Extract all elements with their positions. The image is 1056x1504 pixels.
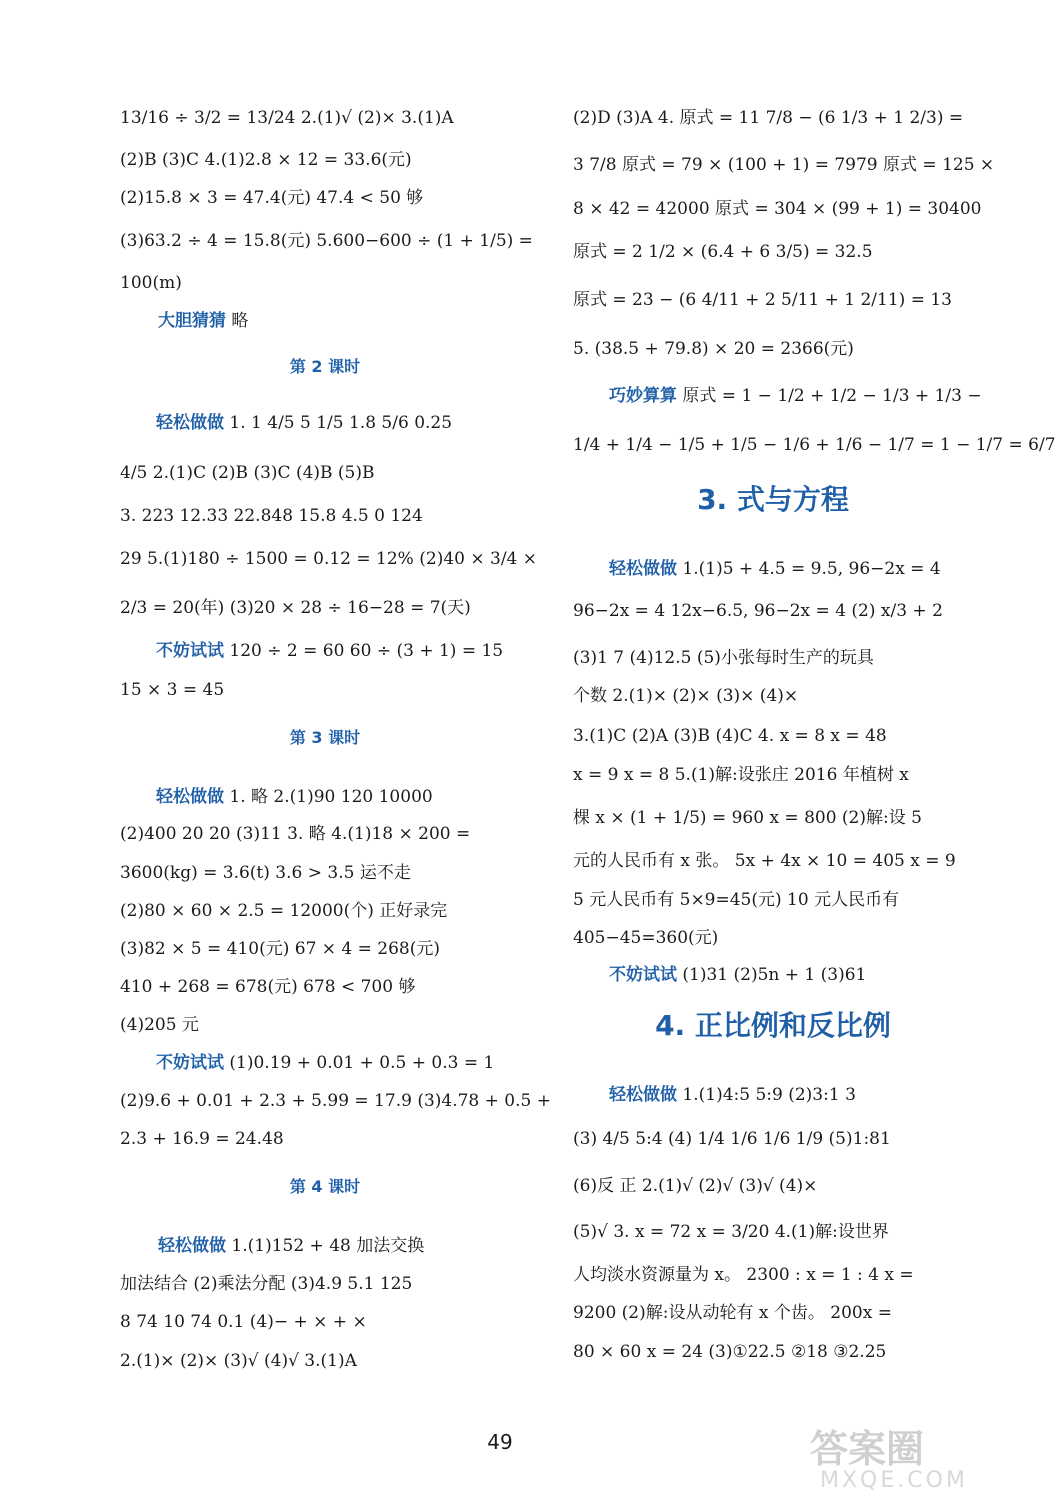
text-line: 大胆猜猜 略 xyxy=(158,311,249,331)
chapter-heading: 3. 式与方程 xyxy=(697,483,849,516)
section-label: 轻松做做 xyxy=(156,787,224,807)
text-line: 4/5 2.(1)C (2)B (3)C (4)B (5)B xyxy=(120,463,375,483)
text-line: 2.3 + 16.9 = 24.48 xyxy=(120,1129,284,1149)
text-line: 3600(kg) = 3.6(t) 3.6 > 3.5 运不走 xyxy=(120,863,411,883)
text-line: 元的人民币有 x 张。 5x + 4x × 10 = 405 x = 9 xyxy=(573,851,956,871)
section-label: 巧妙算算 xyxy=(609,386,677,406)
section-label: 轻松做做 xyxy=(609,1085,677,1105)
text-line: 3.(1)C (2)A (3)B (4)C 4. x = 8 x = 48 xyxy=(573,726,887,746)
text-line: 29 5.(1)180 ÷ 1500 = 0.12 = 12% (2)40 × 3/4 × xyxy=(120,549,538,569)
text-line: (3)63.2 ÷ 4 = 15.8(元) 5.600−600 ÷ (1 + 1/5) = xyxy=(120,231,533,251)
watermark-url: MXQE.COM xyxy=(820,1468,968,1493)
text-line: 8 74 10 74 0.1 (4)− + × + × xyxy=(120,1312,367,1332)
text-line: (5)√ 3. x = 72 x = 3/20 4.(1)解:设世界 xyxy=(573,1222,889,1242)
text-line: 原式 = 2 1/2 × (6.4 + 6 3/5) = 32.5 xyxy=(573,242,873,262)
text-line: (3) 4/5 5:4 (4) 1/4 1/6 1/6 1/9 (5)1:81 xyxy=(573,1129,891,1149)
text-line: x = 9 x = 8 5.(1)解:设张庄 2016 年植树 x xyxy=(573,765,909,785)
text-line: 轻松做做 1.(1)5 + 4.5 = 9.5, 96−2x = 4 xyxy=(609,559,941,579)
text-line: 轻松做做 1. 1 4/5 5 1/5 1.8 5/6 0.25 xyxy=(156,413,453,433)
section-label: 不妨试试 xyxy=(156,641,224,661)
text-line: (2)9.6 + 0.01 + 2.3 + 5.99 = 17.9 (3)4.78 + 0.5 + xyxy=(120,1091,551,1111)
section-label: 轻松做做 xyxy=(156,413,224,433)
text-line: 9200 (2)解:设从动轮有 x 个齿。 200x = xyxy=(573,1303,892,1323)
text-line: 405−45=360(元) xyxy=(573,928,719,948)
chapter-heading: 4. 正比例和反比例 xyxy=(655,1009,891,1042)
text-line: 2.(1)× (2)× (3)√ (4)√ 3.(1)A xyxy=(120,1351,357,1371)
text-line: (3)1 7 (4)12.5 (5)小张每时生产的玩具 xyxy=(573,648,874,668)
text-line: 410 + 268 = 678(元) 678 < 700 够 xyxy=(120,977,416,997)
text-line: (2)15.8 × 3 = 47.4(元) 47.4 < 50 够 xyxy=(120,188,424,208)
text-line: (4)205 元 xyxy=(120,1015,199,1035)
text-line: 5. (38.5 + 79.8) × 20 = 2366(元) xyxy=(573,339,854,359)
section-label: 轻松做做 xyxy=(609,559,677,579)
text-line: (2)80 × 60 × 2.5 = 12000(个) 正好录完 xyxy=(120,901,448,921)
text-line: 15 × 3 = 45 xyxy=(120,680,225,700)
text-line: 人均淡水资源量为 x。 2300 : x = 1 : 4 x = xyxy=(573,1265,914,1285)
text-line: 加法结合 (2)乘法分配 (3)4.9 5.1 125 xyxy=(120,1274,413,1294)
text-line: 13/16 ÷ 3/2 = 13/24 2.(1)√ (2)× 3.(1)A xyxy=(120,108,454,128)
text-line: (2)D (3)A 4. 原式 = 11 7/8 − (6 1/3 + 1 2/3) = xyxy=(573,108,964,128)
section-label: 轻松做做 xyxy=(158,1236,226,1256)
text-line: 原式 = 23 − (6 4/11 + 2 5/11 + 1 2/11) = 13 xyxy=(573,290,952,310)
section-label: 不妨试试 xyxy=(609,965,677,985)
text-line: 100(m) xyxy=(120,273,182,293)
text-line: 5 元人民币有 5×9=45(元) 10 元人民币有 xyxy=(573,890,900,910)
text-line: 96−2x = 4 12x−6.5, 96−2x = 4 (2) x/3 + 2 xyxy=(573,601,943,621)
section-label: 不妨试试 xyxy=(156,1053,224,1073)
lesson-heading: 第 3 课时 xyxy=(289,728,361,747)
text-line: 3. 223 12.33 22.848 15.8 4.5 0 124 xyxy=(120,506,423,526)
text-line: 不妨试试 (1)31 (2)5n + 1 (3)61 xyxy=(609,965,867,985)
text-line: 不妨试试 120 ÷ 2 = 60 60 ÷ (3 + 1) = 15 xyxy=(156,641,504,661)
text-line: 80 × 60 x = 24 (3)①22.5 ②18 ③2.25 xyxy=(573,1342,887,1362)
text-line: 个数 2.(1)× (2)× (3)× (4)× xyxy=(573,686,799,706)
text-line: (3)82 × 5 = 410(元) 67 × 4 = 268(元) xyxy=(120,939,441,959)
text-line: 轻松做做 1.(1)152 + 48 加法交换 xyxy=(158,1236,425,1256)
text-line: 2/3 = 20(年) (3)20 × 28 ÷ 16−28 = 7(天) xyxy=(120,598,471,618)
page-number: 49 xyxy=(487,1430,513,1454)
text-line: 轻松做做 1. 略 2.(1)90 120 10000 xyxy=(156,787,433,807)
text-line: 1/4 + 1/4 − 1/5 + 1/5 − 1/6 + 1/6 − 1/7 = 1 − 1/7 = 6/7 xyxy=(573,435,1056,455)
text-line: 棵 x × (1 + 1/5) = 960 x = 800 (2)解:设 5 xyxy=(573,808,922,828)
text-line: 8 × 42 = 42000 原式 = 304 × (99 + 1) = 30400 xyxy=(573,199,982,219)
text-line: (6)反 正 2.(1)√ (2)√ (3)√ (4)× xyxy=(573,1176,818,1196)
text-line: 轻松做做 1.(1)4:5 5:9 (2)3:1 3 xyxy=(609,1085,856,1105)
watermark-logo: 答案圈 xyxy=(810,1427,925,1471)
lesson-heading: 第 2 课时 xyxy=(289,357,361,376)
text-line: 3 7/8 原式 = 79 × (100 + 1) = 7979 原式 = 125 × xyxy=(573,155,995,175)
section-label: 大胆猜猜 xyxy=(158,311,226,331)
text-line: (2)B (3)C 4.(1)2.8 × 12 = 33.6(元) xyxy=(120,150,412,170)
text-line: 不妨试试 (1)0.19 + 0.01 + 0.5 + 0.3 = 1 xyxy=(156,1053,495,1073)
text-line: (2)400 20 20 (3)11 3. 略 4.(1)18 × 200 = xyxy=(120,824,471,844)
lesson-heading: 第 4 课时 xyxy=(289,1177,361,1196)
text-line: 巧妙算算 原式 = 1 − 1/2 + 1/2 − 1/3 + 1/3 − xyxy=(609,386,982,406)
